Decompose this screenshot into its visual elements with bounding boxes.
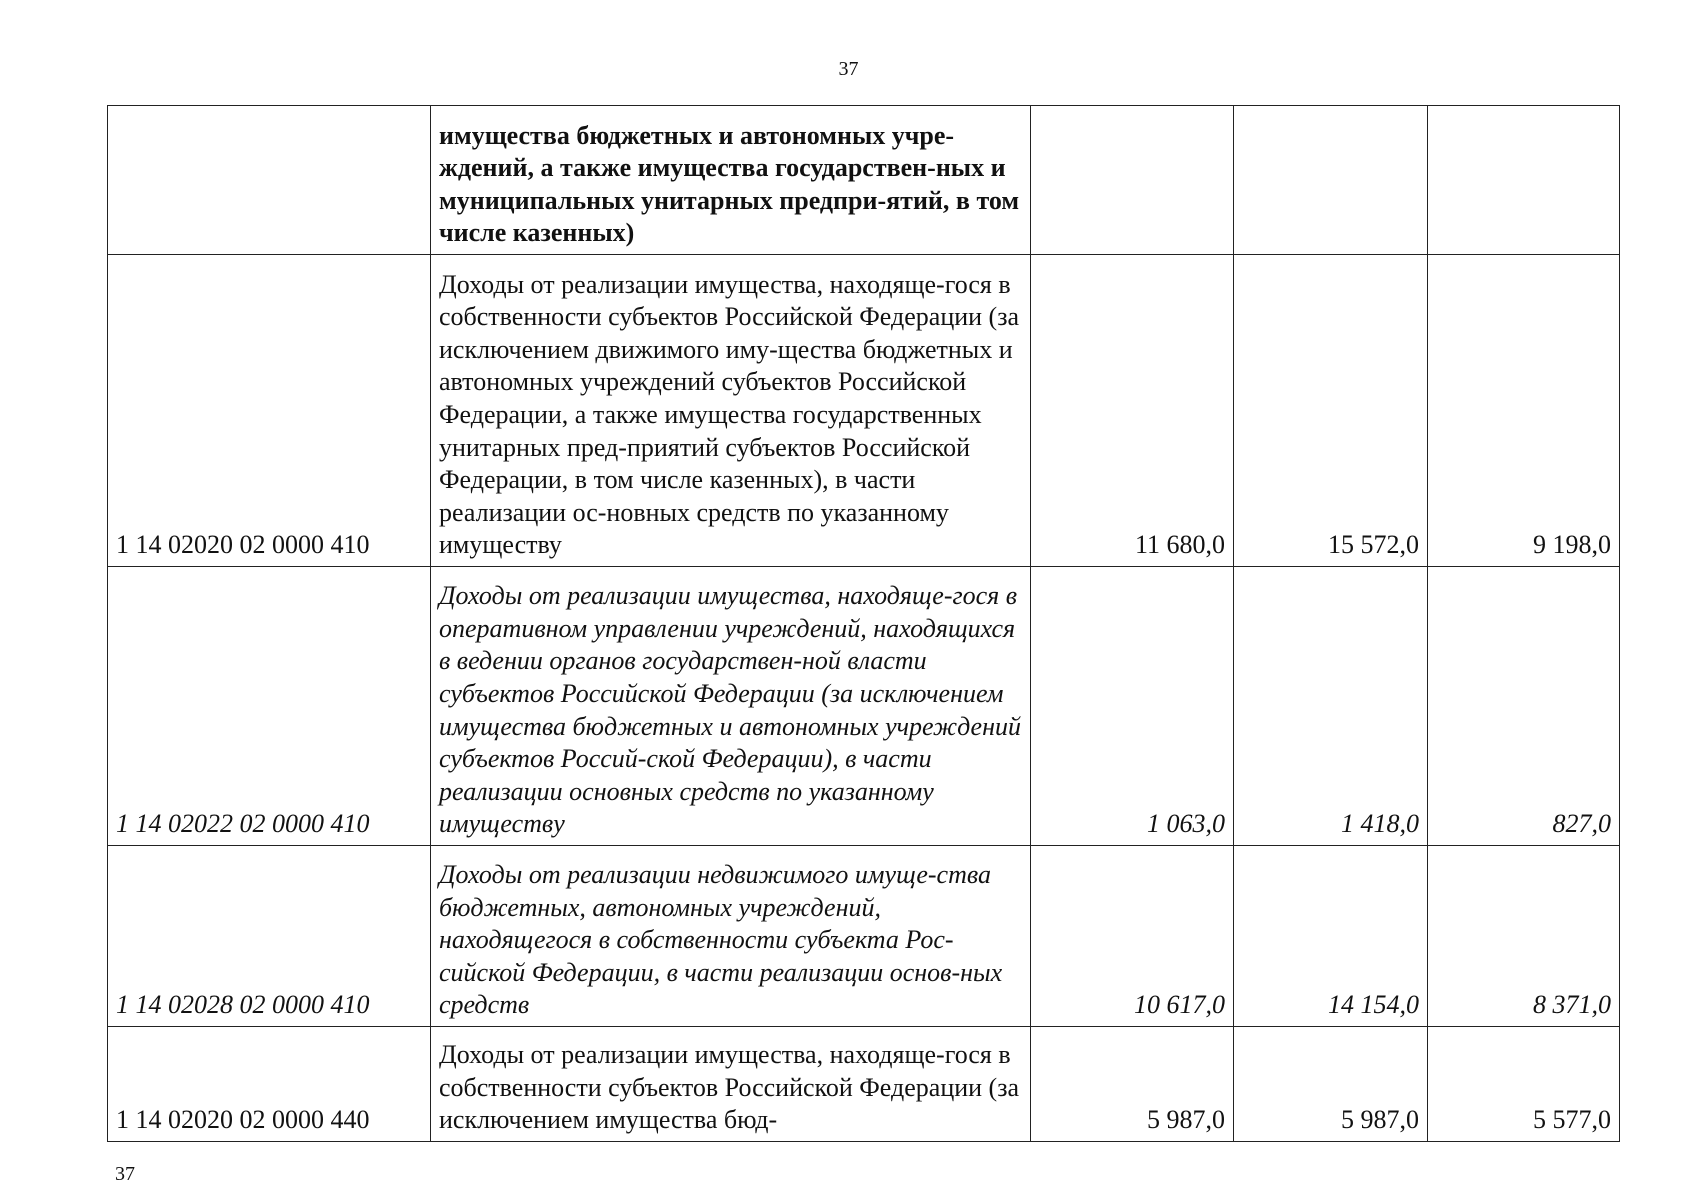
page-number-bottom: 37 [115,1163,135,1185]
amount-cell-3: 5 577,0 [1428,1027,1620,1142]
revenue-description-cell: Доходы от реализации имущества, находяще-гося в собственности субъектов Российской Федерации (за исключением движимого иму-щества бюджетных и автономных учреждений субъектов Российской Федерации, а также имущества государственных унитарных пред-приятий субъектов Российской Федерации, в том числе казенных), в части реализации ос-новных средств по указанному имуществу [431,255,1031,567]
amount-cell-2: 14 154,0 [1234,846,1428,1027]
page-number-top: 37 [838,58,859,80]
table-row [108,1027,1620,1142]
amount-cell-1 [1031,106,1234,255]
revenue-code-cell: 1 14 02020 02 0000 410 [108,255,431,567]
amount-cell-1: 5 987,0 [1031,1027,1234,1142]
revenue-code-cell: 1 14 02028 02 0000 410 [108,846,431,1027]
amount-cell-1: 10 617,0 [1031,846,1234,1027]
revenue-code-cell: 1 14 02020 02 0000 440 [108,1027,431,1142]
budget-revenue-table [107,105,1620,1142]
revenue-description-cell: Доходы от реализации имущества, находяще-гося в собственности субъектов Российской Федерации (за исключением имущества бюд- [431,1027,1031,1142]
amount-cell-2: 1 418,0 [1234,567,1428,846]
revenue-description-cell: Доходы от реализации имущества, находяще-гося в оперативном управлении учреждений, находящихся в ведении органов государствен-ной власти субъектов Российской Федерации (за исключением имущества бюджетных и автономных учреждений субъектов Россий-ской Федерации), в части реализации основных средств по указанному имуществу [431,567,1031,846]
table-row [108,106,1620,255]
amount-cell-3: 827,0 [1428,567,1620,846]
revenue-description-cell: Доходы от реализации недвижимого имуще-ства бюджетных, автономных учреждений, находящегося в собственности субъекта Рос-сийской Федерации, в части реализации основ-ных средств [431,846,1031,1027]
revenue-description-cell: имущества бюджетных и автономных учре-ждений, а также имущества государствен-ных и муниципальных унитарных предпри-ятий, в том числе казенных) [431,106,1031,255]
amount-cell-1: 1 063,0 [1031,567,1234,846]
amount-cell-1: 11 680,0 [1031,255,1234,567]
table-row [108,846,1620,1027]
revenue-code-cell [108,106,431,255]
amount-cell-2: 5 987,0 [1234,1027,1428,1142]
amount-cell-3: 9 198,0 [1428,255,1620,567]
revenue-code-cell: 1 14 02022 02 0000 410 [108,567,431,846]
amount-cell-3 [1428,106,1620,255]
amount-cell-3: 8 371,0 [1428,846,1620,1027]
amount-cell-2: 15 572,0 [1234,255,1428,567]
table-row [108,255,1620,567]
amount-cell-2 [1234,106,1428,255]
table-row [108,567,1620,846]
